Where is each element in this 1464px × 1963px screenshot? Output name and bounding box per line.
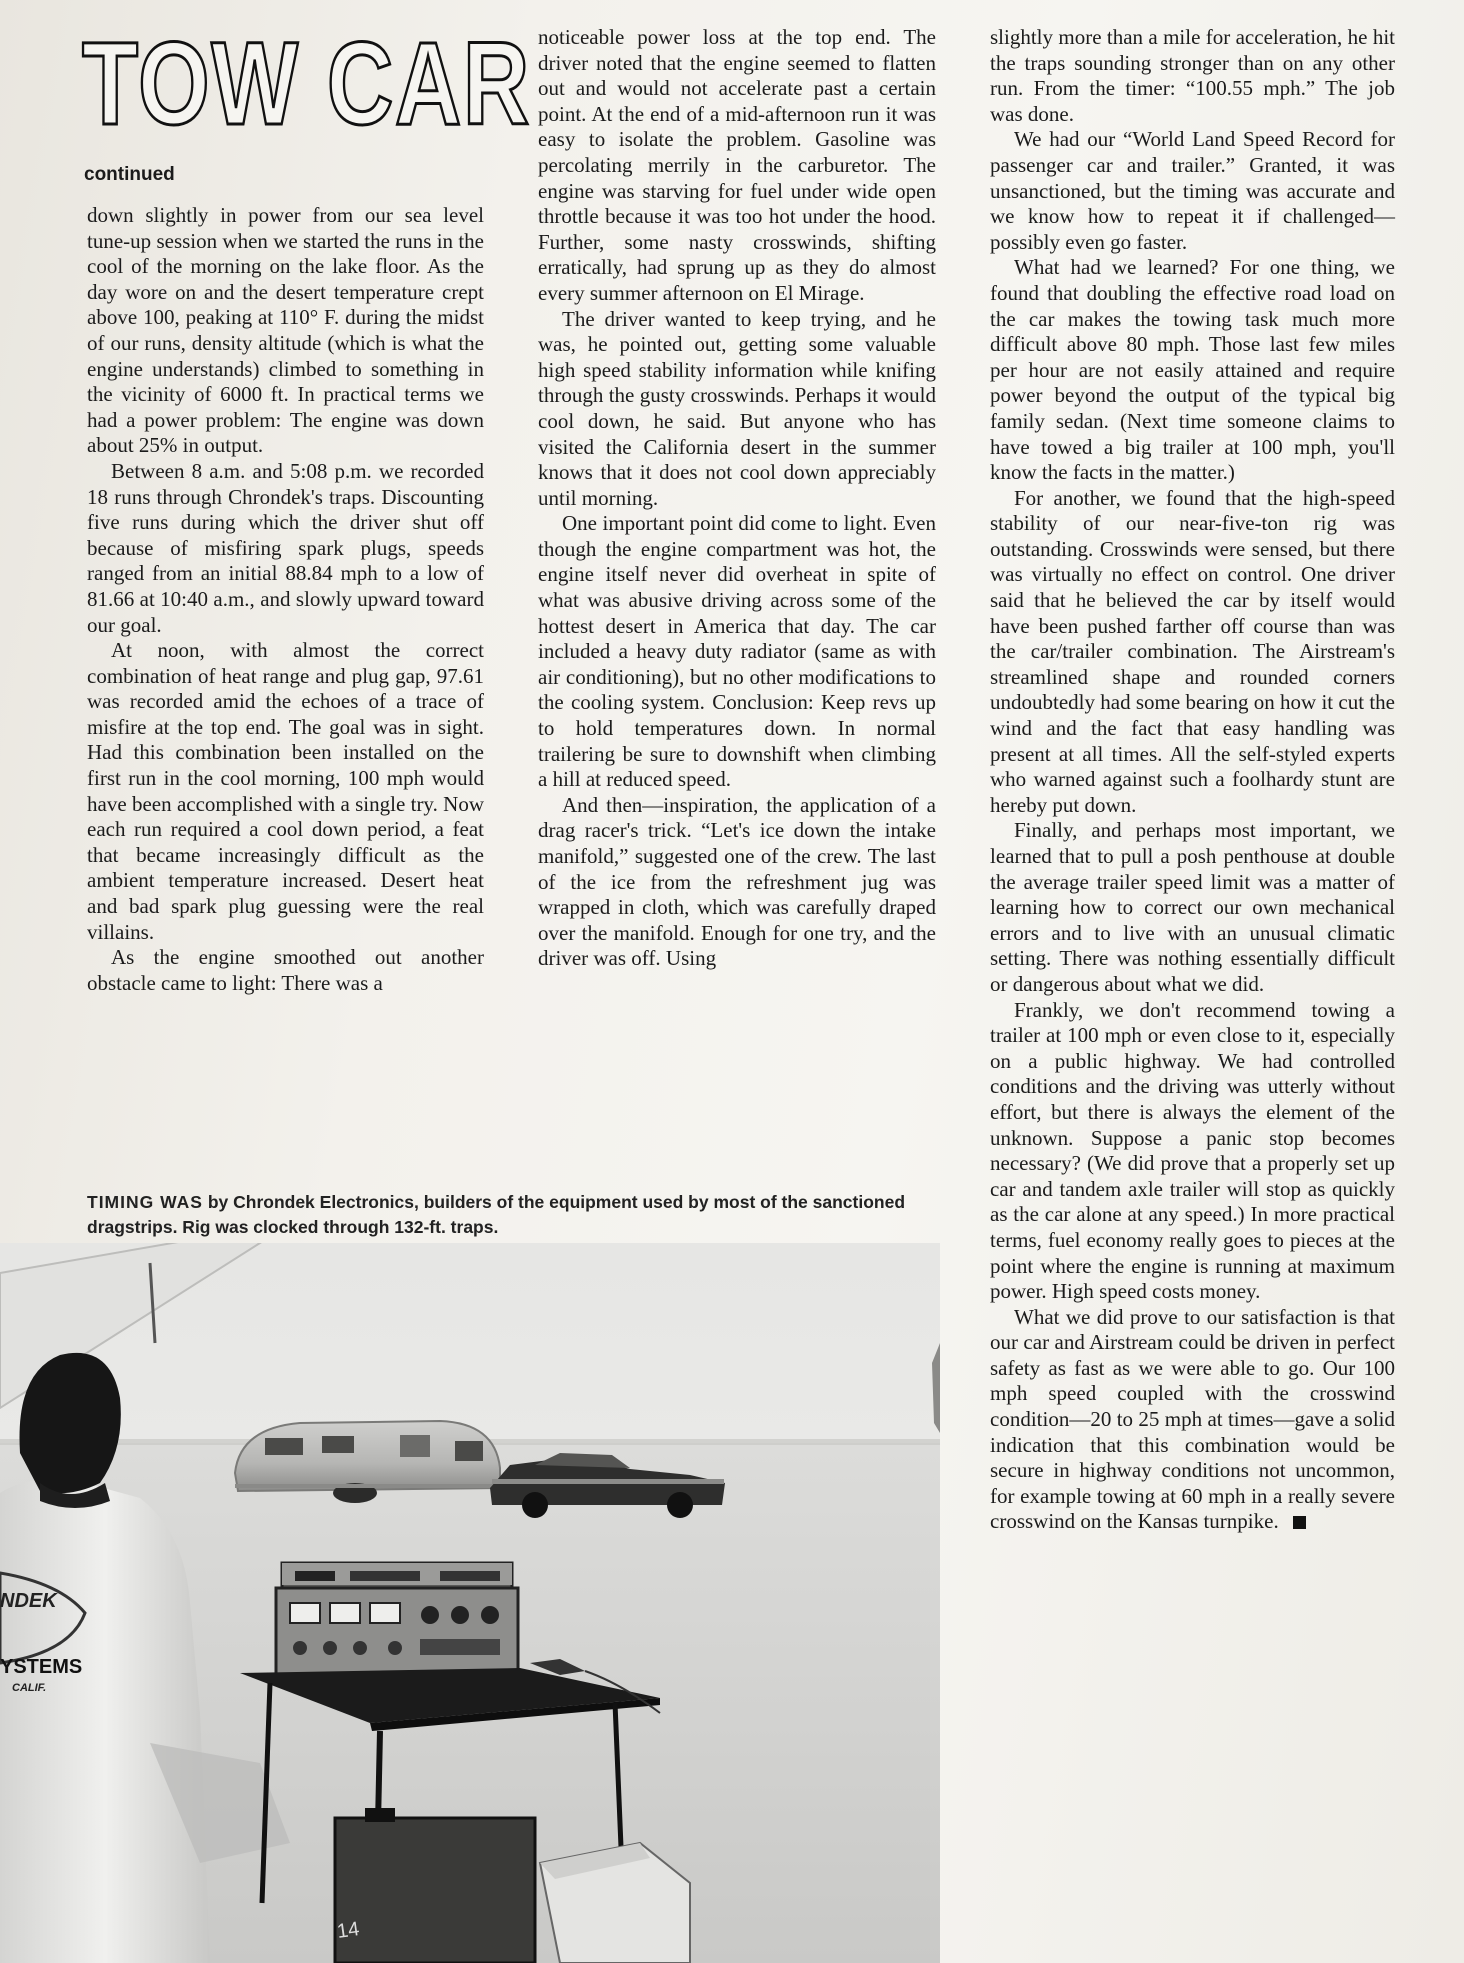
paragraph: Between 8 a.m. and 5:08 p.m. we recorded 18 runs through Chrondek's traps. Discounting five runs during which the driver shut off because of misfiring spark plugs, speeds ranged from an initial 88.84 mph to a low of 81.66 at 10:40 a.m., and slowly upward toward our goal.	[87, 458, 484, 637]
article-column-3	[990, 25, 1395, 1535]
caption-text: by Chrondek Electronics, builders of the equipment used by most of the sanctioned dragstrips. Rig was clocked through 132-ft. traps.	[87, 1192, 906, 1237]
timing-photo	[0, 1243, 940, 1963]
shirt-calif-text: CALIF.	[12, 1682, 47, 1694]
paragraph: We had our “World Land Speed Record for passenger car and trailer.” Granted, it was unsanctioned, but the timing was accurate and we know how to repeat it if challenged—possibly even go faster.	[990, 127, 1395, 254]
paragraph: Finally, and perhaps most important, we learned that to pull a posh penthouse at double the average trailer speed limit was a matter of learning how to correct our own mechanical errors and to live with an unusual climatic setting. There was nothing essentially difficult or dangerous about what we did.	[990, 818, 1395, 996]
photo-caption	[87, 1190, 947, 1240]
caption-lead: TIMING WAS	[87, 1192, 203, 1212]
article-column-1	[87, 203, 484, 996]
shirt-systems-text: YSTEMS	[0, 1656, 83, 1678]
battery-box	[335, 1808, 535, 1963]
paragraph: One important point did come to light. Even though the engine compartment was hot, the engine itself never did overheat in spite of what was abusive driving across some of the hottest desert in America that day. The car included a heavy duty radiator (same as with air conditioning), but no other modifications to the cooling system. Conclusion: Keep revs up to hold temperatures down. In normal trailering be sure to downshift when climbing a hill at reduced speed.	[538, 511, 936, 792]
paragraph: Frankly, we don't recommend towing a trailer at 100 mph or even close to it, especially on a public highway. We had controlled conditions and the driving was utterly without effort, but there is always the element of the unknown. Suppose a panic stop becomes necessary? (We did prove that a properly set up car and tandem axle trailer will stop as quickly as the car alone at any speed.) In more practical terms, fuel economy really goes to pieces at the point where the engine is running at maximum power. High speed costs money.	[990, 997, 1395, 1304]
paragraph: For another, we found that the high-speed stability of our near-five-ton rig was outstanding. Crosswinds were sensed, but there was virtually no effect on control. One driver said that he believed the car by itself would have been pushed farther off course than was the car/trailer combination. The Airstream's streamlined shape and rounded corners undoubtedly had some bearing on how it cut the wind and the fact that easy handling was present at all times. All the self-styled experts who warned against such a foolhardy stunt are hereby put down.	[990, 485, 1395, 817]
paragraph: What had we learned? For one thing, we found that doubling the effective road load on the car makes the towing task much more difficult above 80 mph. Those last few miles per hour are not easily attained and require power beyond the output of the typical big family sedan. (Next time someone claims to have towed a big trailer at 100 mph, you'll know the facts in the matter.)	[990, 255, 1395, 485]
paragraph-final-text: What we did prove to our satisfaction is that our car and Airstream could be driven in perfect safety as fast as we were able to go. Our 100 mph speed coupled with the crosswind condition—20 to 25 mph at times—gave a solid indication that this combination would be secure in highway conditions not uncommon, for example towing at 60 mph in a really severe crosswind on the Kansas turnpike.	[990, 1304, 1395, 1534]
paragraph: As the engine smoothed out another obstacle came to light: There was a	[87, 945, 484, 995]
paragraph-final	[990, 1305, 1395, 1535]
paragraph: down slightly in power from our sea level tune-up session when we started the runs in the cool of the morning on the lake floor. As the day wore on and the desert temperature crept above 100, peaking at 110° F. during the midst of our runs, density altitude (which is what the engine understands) climbed to something in the vicinity of 6000 ft. In practical terms we had a power problem: The engine was down about 25% in output.	[87, 203, 484, 458]
paragraph: And then—inspiration, the application of a drag racer's trick. “Let's ice down the intake manifold,” suggested one of the crew. The last of the ice from the refreshment jug was wrapped in cloth, which was carefully draped over the manifold. Enough for one try, and the driver was off. Using	[538, 792, 936, 971]
end-of-article-mark	[1293, 1516, 1306, 1529]
continued-label: continued	[84, 164, 175, 185]
chrondek-timer-equipment	[276, 1563, 518, 1676]
paragraph: The driver wanted to keep trying, and he was, he pointed out, getting some valuable high speed stability information while knifing through the gusty crosswinds. Perhaps it would cool down, he said. But anyone who has visited the California desert in the summer knows that it does not cool down appreciably until morning.	[538, 306, 936, 510]
shirt-logo-text: NDEK	[0, 1590, 57, 1612]
article-column-2	[538, 25, 936, 972]
box-number: 14	[335, 1918, 361, 1943]
paragraph: At noon, with almost the correct combination of heat range and plug gap, 97.61 was recorded amid the echoes of a trace of misfire at the top end. The goal was in sight. Had this combination been installed on the first run in the cool morning, 100 mph would have been accomplished with a single try. Now each run required a cool down period, a feat that became increasingly difficult as the ambient temperature increased. Desert heat and bad spark plug guessing were the real villains.	[87, 638, 484, 944]
paragraph: noticeable power loss at the top end. The driver noted that the engine seemed to flatten out and would not accelerate past a certain point. At the end of a mid-afternoon run it was easy to isolate the problem. Gasoline was percolating merrily in the carburetor. The engine was starving for fuel under wide open throttle because it was too hot under the hood. Further, some nasty crosswinds, shifting erratically, had sprung up as they do almost every summer afternoon on El Mirage.	[538, 25, 936, 305]
article-title: TOW CAR	[82, 18, 531, 150]
paragraph: slightly more than a mile for acceleration, he hit the traps sounding stronger than on any other run. From the timer: “100.55 mph.” The job was done.	[990, 25, 1395, 126]
